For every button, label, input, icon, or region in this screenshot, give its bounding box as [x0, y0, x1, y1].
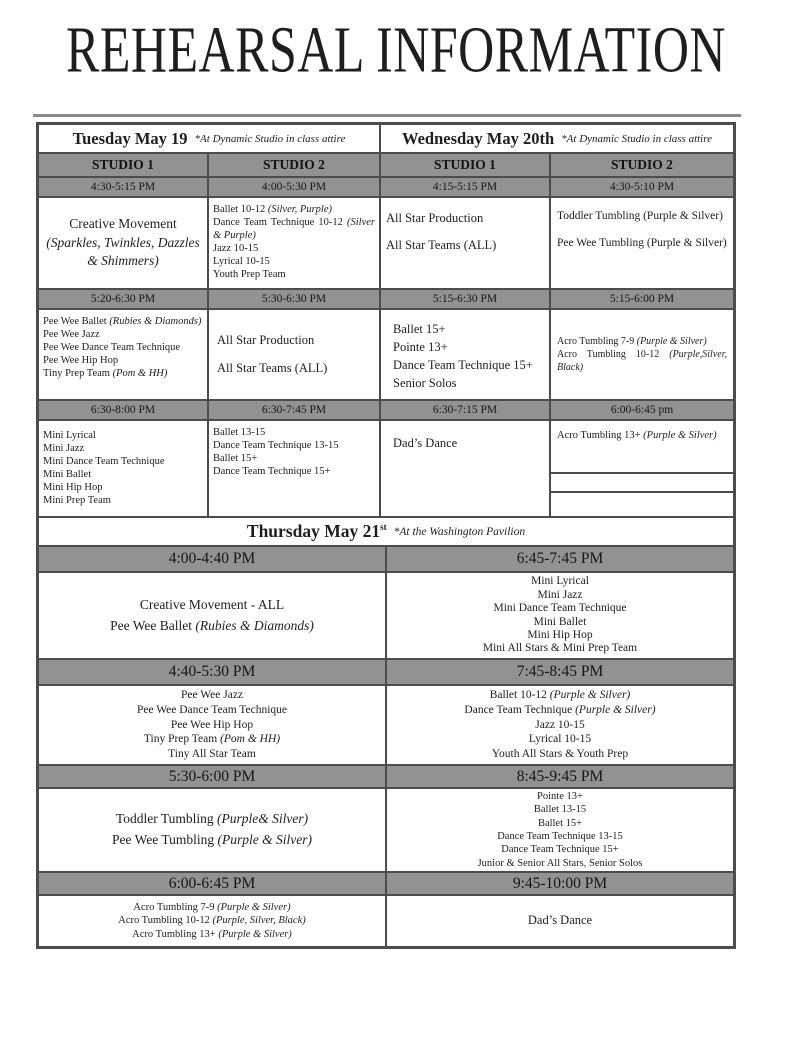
empty-time-bar	[551, 474, 733, 491]
thu-left-slot2-classes	[39, 686, 385, 764]
thu-left-time4: 6:00-6:45 PM	[39, 873, 385, 894]
schedule-line: Mini Lyrical	[531, 575, 589, 588]
tuesday-title: Tuesday May 19	[72, 128, 188, 148]
schedule-line: Lyrical 10-15	[528, 733, 592, 746]
thu-left-slot4-classes	[39, 896, 385, 946]
wed-s2-slot3-classes	[551, 421, 733, 472]
schedule-line: All Star Teams (ALL)	[386, 237, 497, 252]
schedule-line: Junior & Senior All Stars, Senior Solos	[477, 857, 643, 869]
wednesday-location-note: *At Dynamic Studio in class attire	[561, 132, 712, 145]
schedule-line: Tiny Prep Team (Pom & HH)	[143, 733, 281, 746]
thu-right-time3: 8:45-9:45 PM	[387, 766, 733, 787]
schedule-line: Mini Dance Team Technique	[493, 602, 627, 615]
schedule-line: Acro Tumbling 13+ (Purple & Silver)	[132, 928, 292, 940]
schedule-line: Tiny Prep Team (Pom & HH)	[43, 368, 168, 380]
schedule-line: Dance Team Technique 15+	[393, 358, 533, 373]
wed-studio2-header: STUDIO 2	[551, 154, 733, 176]
thu-right-slot1-classes	[387, 573, 733, 658]
schedule-line: Pee Wee Tumbling (Purple & Silver)	[111, 832, 313, 847]
schedule-line: Ballet 10-12 (Silver, Purple)	[213, 204, 332, 215]
schedule-line: Mini Hip Hop	[527, 628, 593, 641]
thu-right-time1: 6:45-7:45 PM	[387, 547, 733, 571]
wed-s1-slot1-classes	[381, 198, 549, 288]
thu-right-slot4-classes	[387, 896, 733, 946]
wed-s1-time2: 5:15-6:30 PM	[381, 290, 549, 308]
schedule-line: Ballet 13-15	[213, 427, 266, 438]
wed-s2-slot2-classes	[551, 310, 733, 399]
schedule-line: Acro Tumbling 7-9 (Purple & Silver)	[557, 336, 707, 347]
schedule-line: Ballet 15+	[537, 817, 583, 829]
schedule-line: Pee Wee Dance Team Technique	[43, 342, 181, 354]
thu-right-time2: 7:45-8:45 PM	[387, 660, 733, 684]
schedule-line: Mini Lyrical	[43, 430, 96, 441]
schedule-line: Dad’s Dance	[527, 913, 593, 928]
wed-s2-time2: 5:15-6:00 PM	[551, 290, 733, 308]
thursday-grid	[39, 518, 733, 946]
tue-s1-time3: 6:30-8:00 PM	[39, 401, 207, 419]
thursday-title-ordinal: st	[380, 522, 387, 533]
schedule-line: Creative Movement	[69, 215, 177, 231]
schedule-line: Pee Wee Tumbling (Purple & Silver)	[557, 237, 727, 250]
schedule-line: Mini Jazz	[537, 588, 583, 601]
schedule-line: Dance Team Technique 10-12 (Silver & Purple)	[213, 217, 375, 242]
tue-s1-time1: 4:30-5:15 PM	[39, 178, 207, 196]
schedule-line: Jazz 10-15	[213, 243, 259, 255]
schedule-line: Mini Ballet	[533, 615, 587, 628]
schedule-line: Mini Prep Team	[43, 495, 111, 507]
schedule-line: Jazz 10-15	[535, 718, 585, 731]
schedule-line: Dance Team Technique 15+	[213, 466, 331, 478]
schedule-line: Toddler Tumbling (Purple & Silver)	[557, 210, 723, 222]
schedule-line: Dad’s Dance	[393, 436, 458, 450]
schedule-line: (Sparkles, Twinkles, Dazzles & Shimmers)	[46, 234, 200, 269]
schedule-line: Ballet 15+	[393, 322, 446, 336]
schedule-line: Creative Movement - ALL	[139, 596, 285, 612]
tue-wed-grid	[39, 125, 733, 516]
schedule-line: Pee Wee Ballet (Rubies & Diamonds)	[110, 617, 314, 633]
tue-s2-slot3-classes	[209, 421, 379, 516]
schedule-line: Pointe 13+	[393, 340, 448, 355]
schedule-line: Senior Solos	[393, 376, 457, 391]
schedule-line: Youth All Stars & Youth Prep	[491, 748, 629, 761]
tue-s2-slot1-classes	[209, 198, 379, 288]
wed-studio1-header: STUDIO 1	[381, 154, 549, 176]
wed-s1-slot3-classes	[381, 421, 549, 516]
empty-cell	[551, 493, 733, 516]
tue-s1-slot2-classes	[39, 310, 207, 399]
tue-s2-time2: 5:30-6:30 PM	[209, 290, 379, 308]
tue-s2-time1: 4:00-5:30 PM	[209, 178, 379, 196]
schedule-line: Pee Wee Jazz	[43, 329, 100, 341]
wed-s1-time1: 4:15-5:15 PM	[381, 178, 549, 196]
schedule-line: Pee Wee Jazz	[180, 688, 244, 701]
schedule-line: Dance Team Technique 13-15	[213, 440, 339, 452]
schedule-line: Dance Team Technique 13-15	[497, 831, 623, 842]
thursday-location-note: *At the Washington Pavilion	[393, 525, 526, 538]
schedule-line: Lyrical 10-15	[213, 256, 270, 268]
schedule-line: All Star Production	[386, 211, 484, 225]
schedule-line: Mini All Stars & Mini Prep Team	[482, 642, 638, 655]
wed-s2-time3: 6:00-6:45 pm	[551, 401, 733, 419]
wednesday-day-header	[381, 125, 733, 152]
wed-s1-time3: 6:30-7:15 PM	[381, 401, 549, 419]
schedule-line: Mini Dance Team Technique	[43, 456, 165, 468]
rehearsal-schedule-table	[36, 122, 736, 949]
wed-s2-slot1-classes	[551, 198, 733, 288]
schedule-line: Pee Wee Hip Hop	[43, 355, 119, 367]
tue-s1-slot1-classes	[39, 198, 207, 288]
schedule-line: Pee Wee Ballet (Rubies & Diamonds)	[43, 316, 202, 327]
schedule-line: Pee Wee Dance Team Technique	[136, 703, 288, 716]
page-title-text: REHEARSAL INFORMATION	[65, 12, 727, 87]
thu-left-slot3-classes	[39, 789, 385, 871]
tue-s1-slot3-classes	[39, 421, 207, 516]
thu-right-time4: 9:45-10:00 PM	[387, 873, 733, 894]
schedule-line: Pointe 13+	[537, 791, 583, 803]
schedule-line: Ballet 10-12 (Purple & Silver)	[489, 688, 631, 701]
schedule-line: Ballet 13-15	[533, 804, 587, 816]
wed-s2-slot3-stack	[551, 421, 733, 516]
tue-s2-slot2-classes	[209, 310, 379, 399]
schedule-line: Ballet 15+	[213, 453, 258, 465]
schedule-line: All Star Teams (ALL)	[217, 360, 328, 375]
title-divider	[33, 114, 741, 117]
tuesday-day-header	[39, 125, 379, 152]
tue-studio1-header: STUDIO 1	[39, 154, 207, 176]
schedule-line: Youth Prep Team	[213, 269, 286, 281]
schedule-line: Mini Jazz	[43, 443, 85, 455]
thu-right-slot3-classes	[387, 789, 733, 871]
schedule-line: Mini Ballet	[43, 469, 92, 481]
schedule-line: Tiny All Star Team	[168, 748, 256, 761]
thu-left-time2: 4:40-5:30 PM	[39, 660, 385, 684]
schedule-line: Acro Tumbling 10-12 (Purple, Silver, Black)	[118, 915, 306, 927]
schedule-line: Acro Tumbling 13+ (Purple & Silver)	[557, 430, 717, 441]
wed-s1-slot2-classes	[381, 310, 549, 399]
thu-left-slot1-classes	[39, 573, 385, 658]
tue-s1-time2: 5:20-6:30 PM	[39, 290, 207, 308]
thursday-day-header	[39, 518, 733, 545]
schedule-line: Mini Hip Hop	[43, 482, 103, 494]
thu-right-slot2-classes	[387, 686, 733, 764]
thursday-title: Thursday May 21st	[246, 521, 387, 541]
schedule-line: All Star Production	[217, 332, 315, 347]
schedule-line: Toddler Tumbling (Purple& Silver)	[115, 811, 309, 827]
wednesday-title: Wednesday May 20th	[401, 128, 555, 148]
schedule-line: Acro Tumbling 7-9 (Purple & Silver)	[133, 902, 291, 913]
page-title	[0, 12, 792, 98]
schedule-line: Pee Wee Hip Hop	[170, 718, 254, 731]
schedule-line: Dance Team Technique 15+	[501, 844, 619, 856]
thu-left-time3: 5:30-6:00 PM	[39, 766, 385, 787]
thu-left-time1: 4:00-4:40 PM	[39, 547, 385, 571]
tue-studio2-header: STUDIO 2	[209, 154, 379, 176]
schedule-line: Dance Team Technique (Purple & Silver)	[464, 703, 656, 716]
schedule-line: Acro Tumbling 10-12 (Purple,Silver, Black)	[557, 349, 727, 373]
tue-s2-time3: 6:30-7:45 PM	[209, 401, 379, 419]
tuesday-location-note: *At Dynamic Studio in class attire	[194, 132, 346, 145]
wed-s2-time1: 4:30-5:10 PM	[551, 178, 733, 196]
